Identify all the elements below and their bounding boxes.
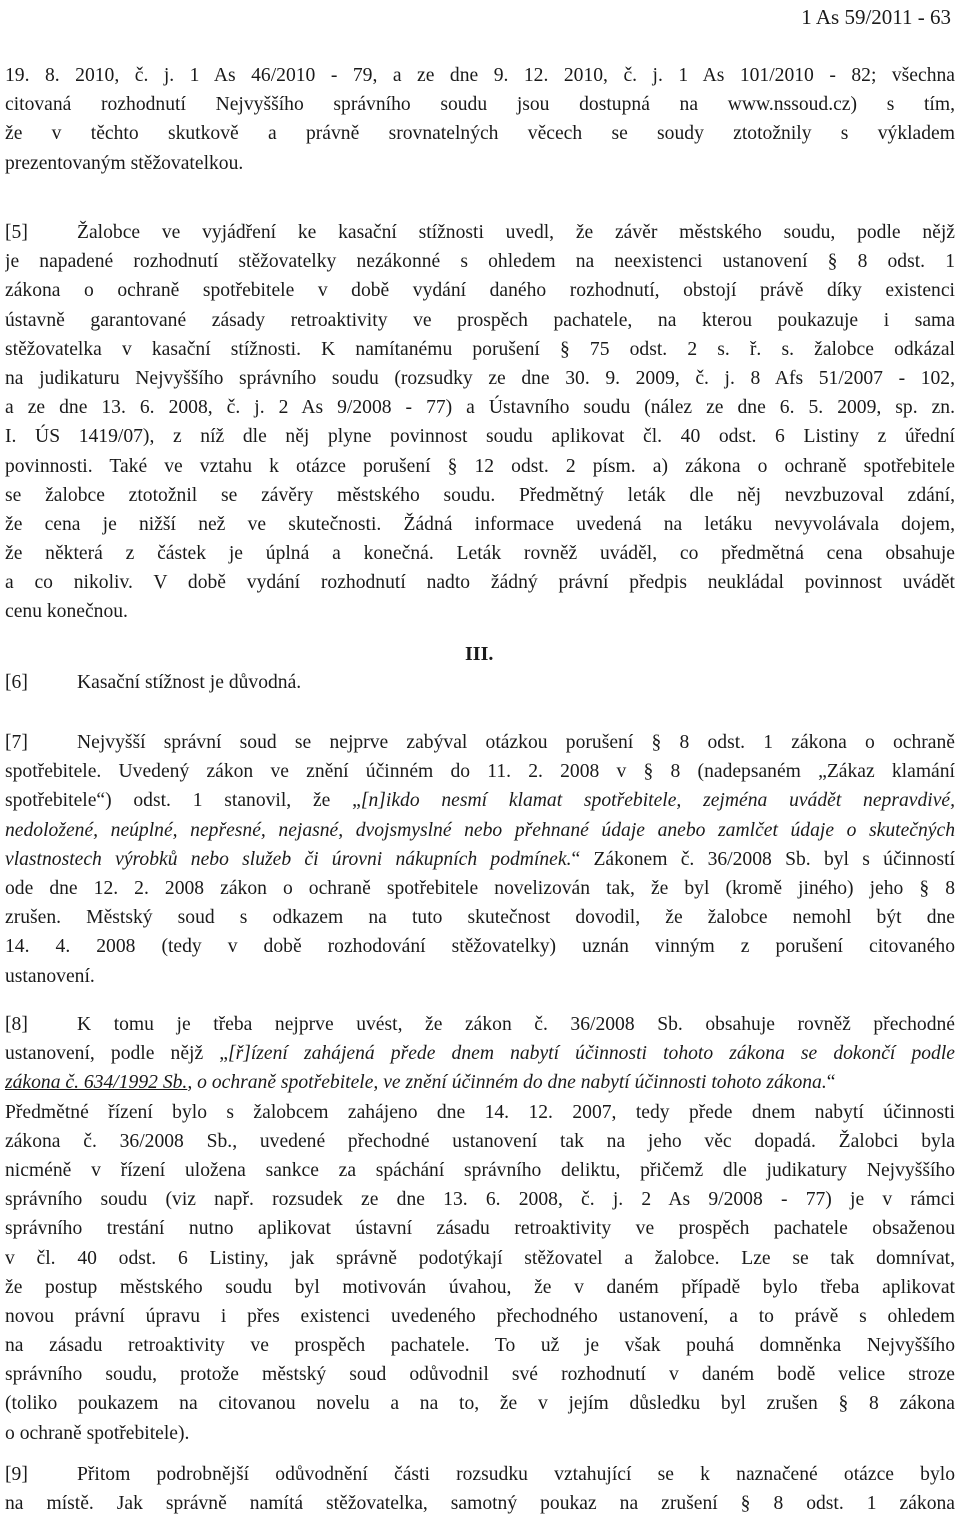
plain-text: “ <box>826 1072 836 1094</box>
text-line: citovaná rozhodnutí Nejvyššího správního soudu jsou dostupná na www.nssoud.cz) s tím, <box>5 94 955 116</box>
text-line: na judikaturu Nejvyššího správního soudu (rozsudky ze dne 30. 9. 2009, č. j. 8 Afs 51/2007 - 102, <box>5 367 955 389</box>
paragraph-text: Žalobce ve vyjádření ke kasační stížnosti uvedl, že závěr městského soudu, podle nějž <box>77 222 955 243</box>
text-line <box>5 845 955 874</box>
paragraph-text: Kasační stížnost je důvodná. <box>77 672 302 693</box>
paragraph-text: K tomu je třeba nejprve uvést, že zákon č. 36/2008 Sb. obsahuje rovněž přechodné <box>77 1014 955 1035</box>
text-line: o ochraně spotřebitele). <box>5 1422 190 1444</box>
text-line: ode dne 12. 2. 2008 zákon o ochraně spotřebitele novelizován tak, že byl (kromě jiného) jeho § 8 <box>5 877 955 899</box>
text-line <box>5 728 955 757</box>
paragraph-6 <box>5 668 955 697</box>
text-line <box>5 1039 955 1068</box>
intro-paragraph <box>5 61 955 178</box>
text-line: stěžovatelka v kasační stížnosti. K namítanému porušení § 75 odst. 2 s. ř. s. žalobce odkázal <box>5 338 955 360</box>
text-line: v čl. 40 odst. 6 Listiny, jak správně podotýkají stěžovatel a žalobce. Lze se tak domnívat, <box>5 1247 955 1269</box>
text-line: Předmětné řízení bylo s žalobcem zahájeno dne 14. 12. 2007, tedy přede dnem nabytí účinnosti <box>5 1101 955 1123</box>
quoted-statute-text: zákona č. 634/1992 Sb. <box>5 1072 188 1094</box>
paragraph-5 <box>5 218 955 627</box>
plain-text: ustanovení, podle nějž „ <box>5 1043 228 1065</box>
text-line: ustanovení. <box>5 965 95 987</box>
paragraph-number: [5] <box>5 222 28 243</box>
text-line: že v těchto skutkově a právně srovnatelných věcech se soudy ztotožnily s výkladem <box>5 123 955 145</box>
text-line: a ze dne 13. 6. 2008, č. j. 2 As 9/2008 - 77) a Ústavního soudu (nález ze dne 6. 5. 2009, sp. zn. <box>5 397 955 419</box>
paragraph-number: [8] <box>5 1014 28 1035</box>
paragraph-8 <box>5 1010 955 1448</box>
text-line <box>5 786 955 815</box>
text-line: že postup městského soudu byl motivován úvahou, že v daném případě bylo třeba aplikovat <box>5 1276 955 1298</box>
text-line: správního soudu (viz např. rozsudek ze dne 13. 6. 2008, č. j. 2 As 9/2008 - 77) je v rámci <box>5 1189 955 1211</box>
paragraph-number: [9] <box>5 1464 28 1485</box>
plain-text: “ Zákonem č. 36/2008 Sb. byl s účinností <box>571 848 955 870</box>
text-line: na zásadu retroaktivity ve prospěch pachatele. To už je však pouhá domněnka Nejvyššího <box>5 1335 955 1357</box>
text-line: nicméně v řízení uložena sankce za spáchání správního deliktu, přičemž dle judikatury Nejvyššího <box>5 1159 955 1181</box>
text-line: novou právní úpravu i přes existenci uvedeného přechodného ustanovení, a to právě s ohledem <box>5 1305 955 1327</box>
text-line: I. ÚS 1419/07), z níž dle něj plyne povinnost soudu aplikovat čl. 40 odst. 6 Listiny z úřední <box>5 426 955 448</box>
text-line <box>5 668 955 697</box>
text-line <box>5 816 955 845</box>
text-line: prezentovaným stěžovatelkou. <box>5 152 244 174</box>
section-heading: III. <box>465 643 494 665</box>
text-line: správního trestání nutno aplikovat ústavní zásadu retroaktivity ve prospěch pachatele obsaženou <box>5 1218 955 1240</box>
text-line: že některá z částek je úplná a konečná. Leták rovněž uváděl, co předmětná cena obsahuje <box>5 543 955 565</box>
text-line: cenu konečnou. <box>5 601 128 623</box>
paragraph-number: [6] <box>5 672 28 693</box>
paragraph-text: Nejvyšší správní soud se nejprve zabýval otázkou porušení § 8 odst. 1 zákona o ochraně <box>77 732 955 753</box>
text-line <box>5 1010 955 1039</box>
text-line: ústavně garantované zásady retroaktivity ve prospěch pachatele, na kterou poukazuje i sama <box>5 309 955 331</box>
quoted-statute-text: nedoložené, neúplné, nepřesné, nejasné, dvojsmyslné nebo přehnané údaje anebo zamlčet údaje o skutečných <box>5 819 955 841</box>
text-line: zrušen. Městský soud s odkazem na tuto skutečnost dovodil, že žalobce nemohl být dne <box>5 907 955 929</box>
paragraph-7 <box>5 728 955 991</box>
text-line: 14. 4. 2008 (tedy v době rozhodování stěžovatelky) uznán vinným z porušení citovaného <box>5 936 955 958</box>
quoted-statute-text: [ř]ízení zahájená přede dnem nabytí účinnosti tohoto zákona se dokončí podle <box>227 1043 955 1065</box>
text-line: se žalobce ztotožnil se závěry městského soudu. Předmětný leták dle něj nevzbuzoval zdání, <box>5 484 955 506</box>
paragraph-text: Přitom podrobnější odůvodnění části rozsudku vztahující se k naznačené otázce bylo <box>77 1464 955 1485</box>
text-line: spotřebitele. Uvedený zákon ve znění účinném do 11. 2. 2008 v § 8 (nadepsaném „Zákaz klamání <box>5 761 955 783</box>
text-line: že cena je nižší než ve skutečnosti. Žádná informace uvedená na letáku nevyvolávala dojem, <box>5 513 955 535</box>
text-line: a co nikoliv. V době vydání rozhodnutí nadto žádný právní předpis neukládal povinnost uvádět <box>5 572 955 594</box>
text-line <box>5 1460 955 1489</box>
paragraph-number: [7] <box>5 732 28 753</box>
text-line: je napadené rozhodnutí stěžovatelky nezákonné s ohledem na neexistenci ustanovení § 8 odst. 1 <box>5 251 955 273</box>
paragraph-9 <box>5 1460 955 1518</box>
text-line: zákona č. 36/2008 Sb., uvedené přechodné ustanovení tak na jeho věc dopadá. Žalobci byla <box>5 1130 955 1152</box>
text-line: správního soudu, protože městský soud odůvodnil své rozhodnutí v daném bodě velice stroze <box>5 1364 955 1386</box>
quoted-statute-text: [n]ikdo nesmí klamat spotřebitele, zejména uvádět nepravdivé, <box>360 790 955 812</box>
text-line: (toliko poukazem na citovanou novelu a na to, že v jejím důsledku byl zrušen § 8 zákona <box>5 1393 955 1415</box>
quoted-statute-text: vlastnostech výrobků nebo služeb či úrovni nákupních podmínek. <box>5 848 572 870</box>
text-line: 19. 8. 2010, č. j. 1 As 46/2010 - 79, a ze dne 9. 12. 2010, č. j. 1 As 101/2010 - 82; všechna <box>5 65 955 86</box>
case-reference: 1 As 59/2011 - 63 <box>801 5 951 29</box>
text-line: na místě. Jak správně namítá stěžovatelka, samotný poukaz na zrušení § 8 odst. 1 zákona <box>5 1493 955 1515</box>
text-line: zákona o ochraně spotřebitele v době vydání daného rozhodnutí, obstojí právě díky existenci <box>5 280 955 302</box>
plain-text: spotřebitele“) odst. 1 stanovil, že „ <box>5 790 361 812</box>
quoted-statute-text: , o ochraně spotřebitele, ve znění účinném do dne nabytí účinnosti tohoto zákona. <box>187 1072 827 1094</box>
text-line <box>5 1068 955 1097</box>
text-line <box>5 218 955 247</box>
text-line: povinnosti. Také ve vztahu k otázce porušení § 12 odst. 2 písm. a) zákona o ochraně spotřebitele <box>5 455 955 477</box>
